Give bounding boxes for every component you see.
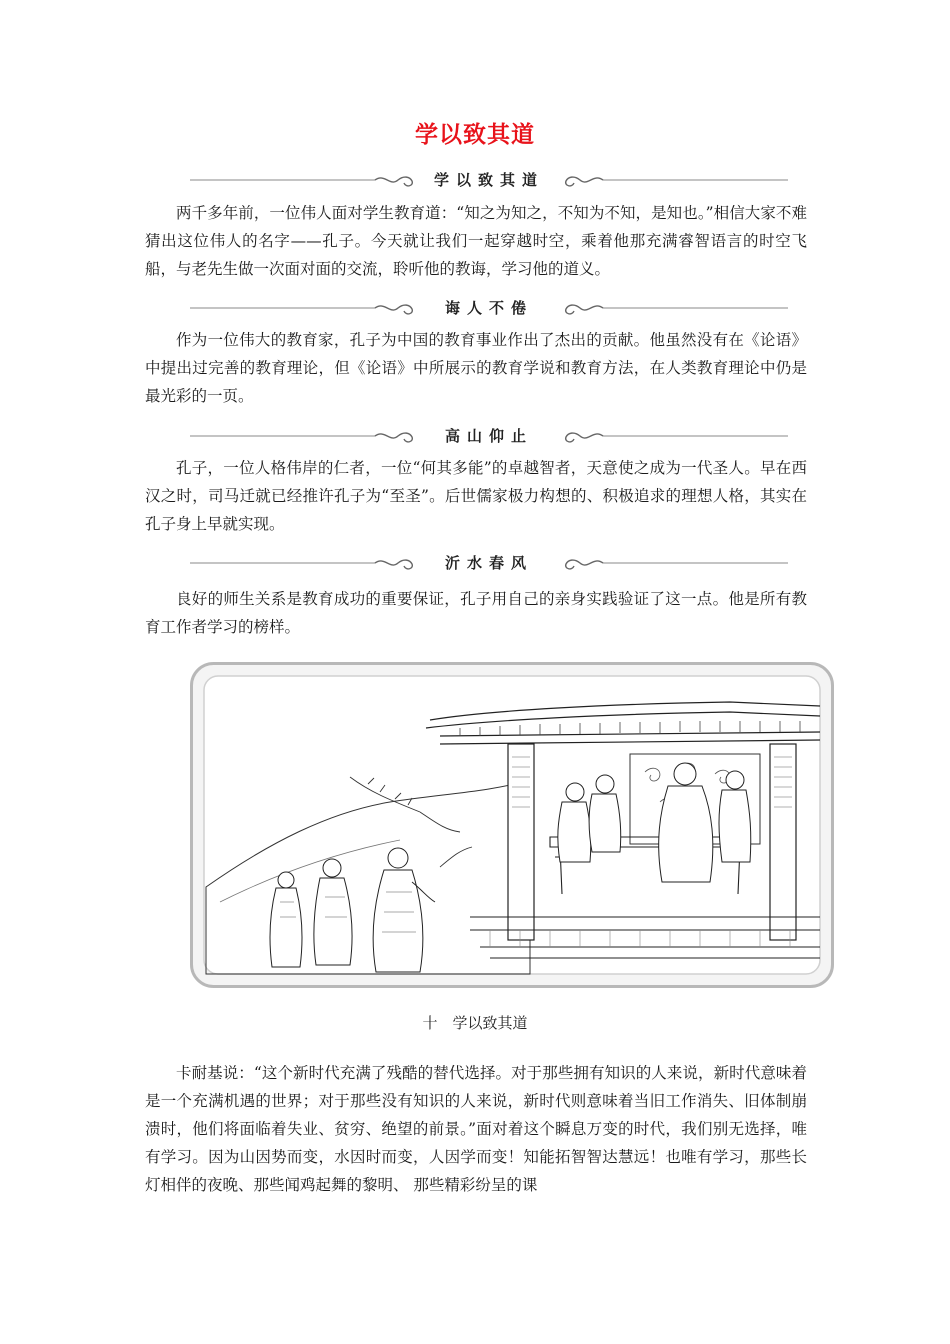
- page-title: 学以致其道: [415, 122, 535, 148]
- section-heading: 沂水春风: [444, 554, 533, 572]
- section-heading: 学以致其道: [433, 171, 544, 189]
- closing-paragraph: 卡耐基说：“这个新时代充满了残酷的替代选择。对于那些拥有知识的人来说，新时代意味着是一个充满机遇的世界；对于那些没有知识的人来说，新时代则意味着当旧工作消失、旧体制崩溃时，他们将面临着失业、贫穷、绝望的前景。”面对着这个瞬息万变的时代，我们别无选择，唯有学习。因为山因势而变，水因时而变，人因学而变！知能拓智智达慧远！也唯有学习，那些长灯相伴的夜晚、那些闻鸡起舞的黎明、 那些精彩纷呈的课: [145, 1064, 807, 1194]
- section-paragraph: 良好的师生关系是教育成功的重要保证，孔子用自己的亲身实践验证了这一点。他是所有教育工作者学习的榜样。: [145, 590, 807, 636]
- confucius-teaching-illustration: [190, 662, 834, 988]
- section-paragraph: 孔子，一位人格伟岸的仁者，一位“何其多能”的卓越智者，天意使之成为一代圣人。早在西汉之时，司马迁就已经推许孔子为“至圣”。后世儒家极力构想的、积极追求的理想人格，其实在孔子身上早就实现。: [145, 459, 807, 533]
- section-paragraph: 作为一位伟大的教育家，孔子为中国的教育事业作出了杰出的贡献。他虽然没有在《论语》中提出过完善的教育理论，但《论语》中所展示的教育学说和教育方法，在人类教育理论中仍是最光彩的一页。: [145, 331, 807, 405]
- section-header: [190, 423, 788, 449]
- section-header: [190, 550, 788, 576]
- section-header: [190, 295, 788, 321]
- section-header: [190, 167, 788, 193]
- section-paragraph: 两千多年前，一位伟人面对学生教育道：“知之为知之，不知为不知，是知也。”相信大家不难猜出这位伟人的名字——孔子。今天就让我们一起穿越时空，乘着他那充满睿智语言的时空飞船，与老先生做一次面对面的交流，聆听他的教诲，学习他的道义。: [145, 204, 807, 278]
- section-heading: 诲人不倦: [444, 299, 533, 317]
- section-heading: 高山仰止: [444, 427, 533, 445]
- figure-caption: 十 学以致其道: [422, 1014, 528, 1032]
